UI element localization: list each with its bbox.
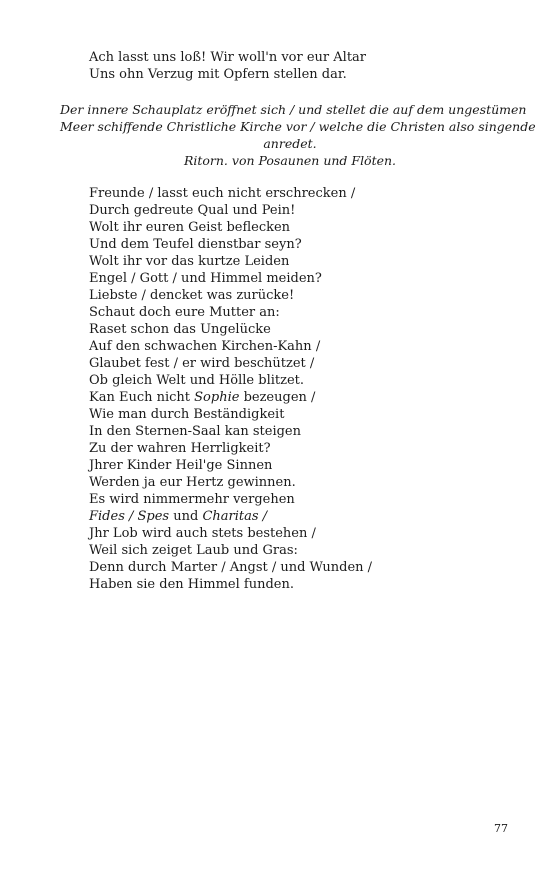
virtues-names: Fides / Spes — [89, 509, 170, 524]
verse-line: Durch gedreute Qual und Pein! — [89, 203, 296, 218]
stage-direction — [60, 101, 536, 169]
verse-line — [89, 508, 372, 525]
verse-line: Glaubet fest / er wird beschützet / — [89, 356, 315, 371]
chorus-verse — [89, 185, 372, 593]
verse-line: Wolt ihr vor das kurtze Leiden — [89, 254, 290, 269]
virtue-charitas: Charitas / — [202, 509, 268, 524]
verse-line: Ob gleich Welt und Hölle blitzet. — [89, 373, 305, 388]
verse-text: Kan Euch nicht — [89, 390, 195, 405]
verse-line: Uns ohn Verzug mit Opfern stellen dar. — [89, 67, 347, 82]
verse-line: Ach lasst uns loß! Wir woll'n vor eur Altar — [89, 50, 367, 65]
verse-line — [89, 389, 372, 406]
verse-line: Werden ja eur Hertz gewinnen. — [89, 475, 296, 490]
stage-direction-line: Meer schiffende Christliche Kirche vor / welche die Christen also singende — [60, 119, 536, 134]
verse-line: Engel / Gott / und Himmel meiden? — [89, 271, 322, 286]
verse-line: Und dem Teufel dienstbar seyn? — [89, 237, 302, 252]
verse-line: Es wird nimmermehr vergehen — [89, 492, 295, 507]
verse-line: Weil sich zeiget Laub und Gras: — [89, 543, 298, 558]
verse-line: In den Sternen-Saal kan steigen — [89, 424, 301, 439]
verse-line: Jhrer Kinder Heil'ge Sinnen — [89, 458, 273, 473]
verse-line: Haben sie den Himmel funden. — [89, 577, 294, 592]
page-number: 77 — [494, 822, 508, 835]
verse-line: Denn durch Marter / Angst / und Wunden / — [89, 560, 373, 575]
stage-direction-line: Der innere Schauplatz eröffnet sich / und stellet die auf dem ungestümen — [60, 102, 527, 117]
verse-line: Raset schon das Ungelücke — [89, 322, 271, 337]
verse-line: Freunde / lasst euch nicht erschrecken / — [89, 186, 356, 201]
verse-text: und — [169, 509, 203, 524]
verse-line: Schaut doch eure Mutter an: — [89, 305, 280, 320]
verse-line: Liebste / dencket was zurücke! — [89, 288, 295, 303]
verse-line: Wie man durch Beständigkeit — [89, 407, 285, 422]
stage-direction-line: Ritorn. von Posaunen und Flöten. — [183, 153, 397, 168]
verse-text: bezeugen / — [239, 390, 316, 405]
verse-line: Zu der wahren Herrligkeit? — [89, 441, 271, 456]
stage-direction-line: anredet. — [263, 136, 317, 151]
verse-line: Wolt ihr euren Geist beflecken — [89, 220, 291, 235]
verse-line: Jhr Lob wird auch stets bestehen / — [89, 526, 316, 541]
opening-couplet — [89, 49, 366, 83]
name-sophie: Sophie — [194, 390, 240, 405]
verse-line: Auf den schwachen Kirchen-Kahn / — [89, 339, 321, 354]
